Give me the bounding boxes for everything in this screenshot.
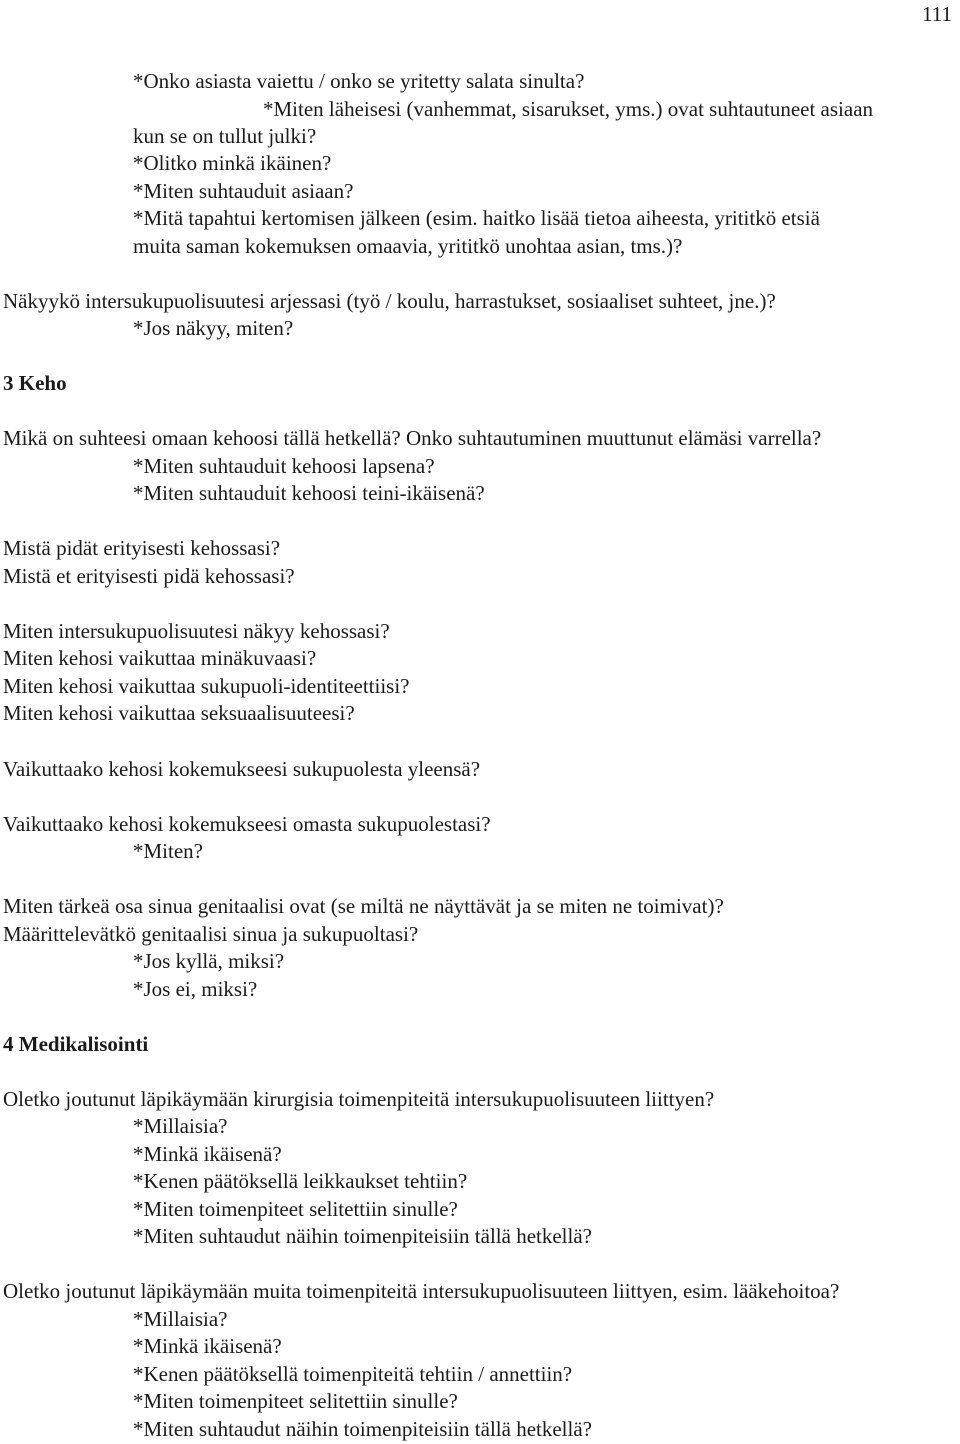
question-line: *Miten? bbox=[133, 839, 203, 863]
question-line: *Minkä ikäisenä? bbox=[133, 1142, 282, 1166]
question-line: *Kenen päätöksellä toimenpiteitä tehtiin / annettiin? bbox=[133, 1362, 573, 1386]
question-line: *Miten suhtaudut näihin toimenpiteisiin tällä hetkellä? bbox=[133, 1224, 592, 1248]
question-line: *Miten toimenpiteet selitettiin sinulle? bbox=[133, 1389, 458, 1413]
question-line: kun se on tullut julki? bbox=[133, 124, 317, 148]
question-line: *Olitko minkä ikäinen? bbox=[133, 151, 332, 175]
page-number: 111 bbox=[922, 2, 952, 26]
question-line: Miten intersukupuolisuutesi näkyy kehossasi? bbox=[3, 619, 390, 643]
question-line: Määrittelevätkö genitaalisi sinua ja sukupuoltasi? bbox=[3, 922, 419, 946]
question-line: *Miten suhtaudut näihin toimenpiteisiin tällä hetkellä? bbox=[133, 1417, 592, 1441]
section-heading: 4 Medikalisointi bbox=[3, 1032, 149, 1056]
question-line: Näkyykö intersukupuolisuutesi arjessasi (työ / koulu, harrastukset, sosiaaliset suhteet, jne.)? bbox=[3, 289, 776, 313]
question-line: Miten kehosi vaikuttaa minäkuvaasi? bbox=[3, 646, 317, 670]
question-line: *Millaisia? bbox=[133, 1114, 228, 1138]
question-line: *Miten toimenpiteet selitettiin sinulle? bbox=[133, 1197, 458, 1221]
question-line: Mistä et erityisesti pidä kehossasi? bbox=[3, 564, 295, 588]
section-heading: 3 Keho bbox=[3, 371, 67, 395]
question-line: *Miten suhtauduit kehoosi teini-ikäisenä? bbox=[133, 481, 485, 505]
question-line: Mikä on suhteesi omaan kehoosi tällä hetkellä? Onko suhtautuminen muuttunut elämäsi varrella? bbox=[3, 426, 822, 450]
question-line: *Miten suhtauduit asiaan? bbox=[133, 179, 354, 203]
question-line: *Miten suhtauduit kehoosi lapsena? bbox=[133, 454, 435, 478]
question-line: Miten tärkeä osa sinua genitaalisi ovat (se miltä ne näyttävät ja se miten ne toimivat)? bbox=[3, 894, 724, 918]
question-line: *Kenen päätöksellä leikkaukset tehtiin? bbox=[133, 1169, 468, 1193]
question-line: *Minkä ikäisenä? bbox=[133, 1334, 282, 1358]
question-line: Oletko joutunut läpikäymään kirurgisia toimenpiteitä intersukupuolisuuteen liittyen? bbox=[3, 1087, 715, 1111]
question-line: Miten kehosi vaikuttaa seksuaalisuuteesi? bbox=[3, 701, 355, 725]
question-line: Mistä pidät erityisesti kehossasi? bbox=[3, 536, 281, 560]
question-line: Vaikuttaako kehosi kokemukseesi omasta sukupuolestasi? bbox=[3, 812, 491, 836]
question-line: *Jos kyllä, miksi? bbox=[133, 949, 285, 973]
question-line: Vaikuttaako kehosi kokemukseesi sukupuolesta yleensä? bbox=[3, 757, 481, 781]
question-line: muita saman kokemuksen omaavia, yrititkö unohtaa asian, tms.)? bbox=[133, 234, 683, 258]
question-line: *Millaisia? bbox=[133, 1307, 228, 1331]
question-line: *Jos näkyy, miten? bbox=[133, 316, 294, 340]
question-line: Miten kehosi vaikuttaa sukupuoli-identiteettiisi? bbox=[3, 674, 410, 698]
question-line: *Jos ei, miksi? bbox=[133, 977, 258, 1001]
question-line: *Mitä tapahtui kertomisen jälkeen (esim. haitko lisää tietoa aiheesta, yrititkö etsiä bbox=[133, 206, 820, 230]
question-line: Oletko joutunut läpikäymään muita toimenpiteitä intersukupuolisuuteen liittyen, esim. lääkehoitoa? bbox=[3, 1279, 840, 1303]
question-line: *Onko asiasta vaiettu / onko se yritetty salata sinulta? bbox=[133, 69, 585, 93]
question-line: *Miten läheisesi (vanhemmat, sisarukset, yms.) ovat suhtautuneet asiaan bbox=[263, 97, 874, 121]
